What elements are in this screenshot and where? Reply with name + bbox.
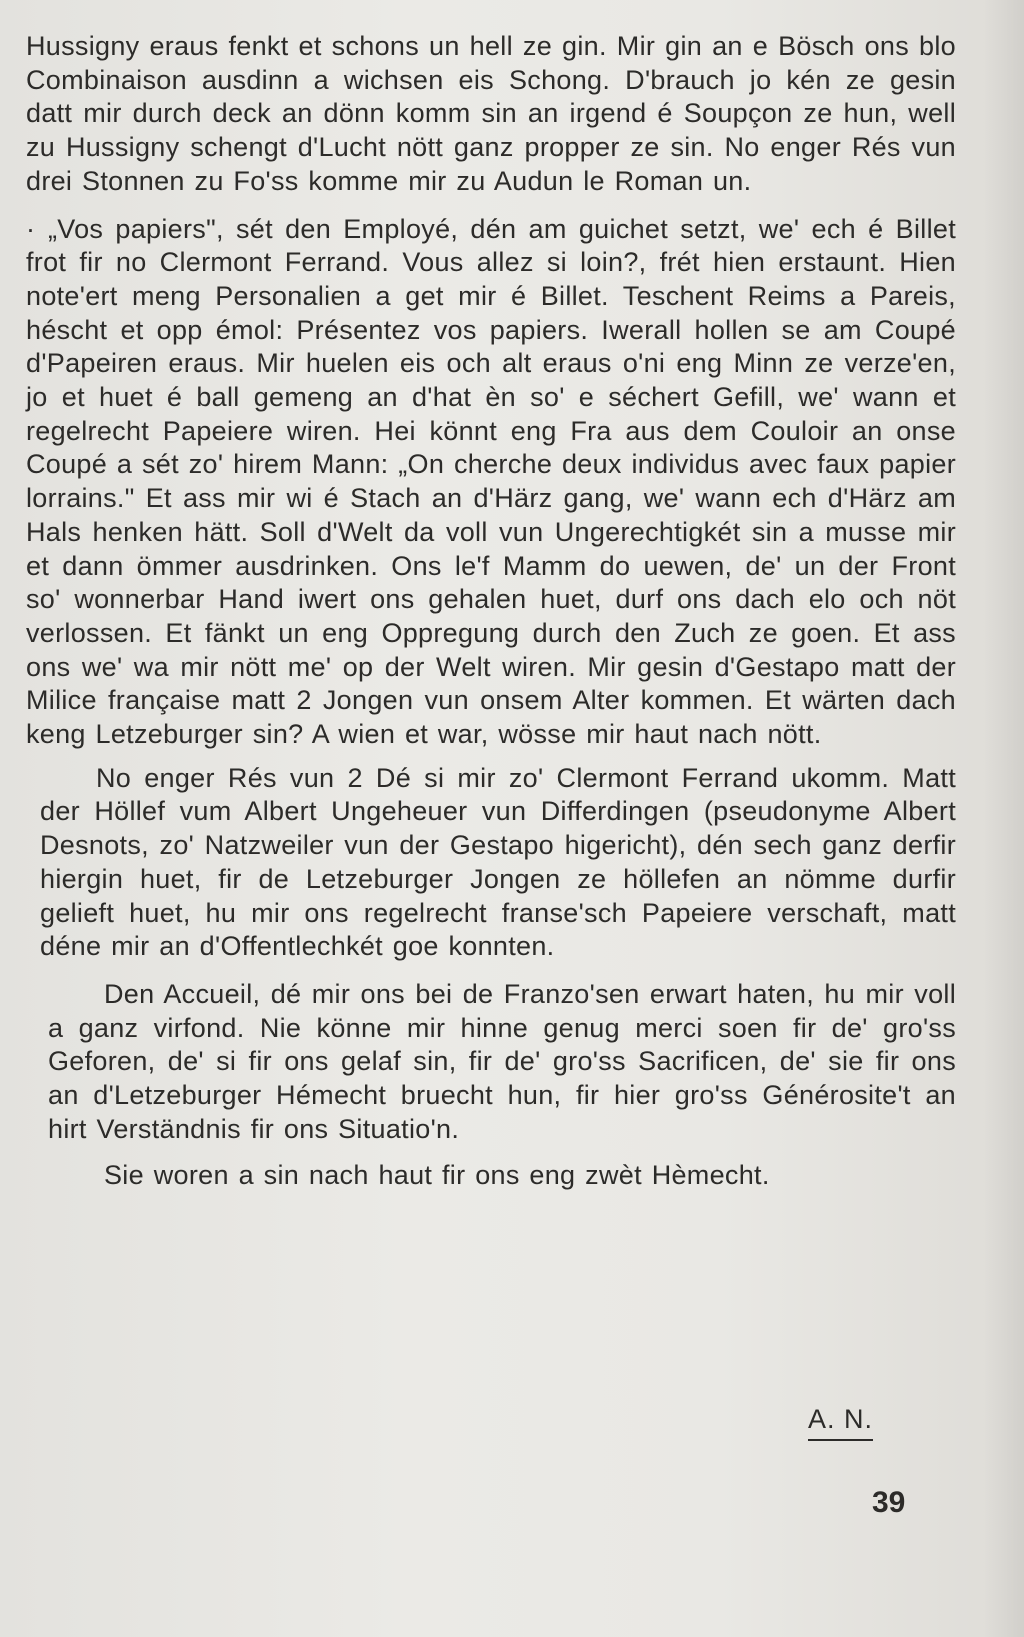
author-signature: A. N. [808, 1404, 873, 1441]
page-number: 39 [872, 1486, 906, 1519]
paragraph-5: Sie woren a sin nach haut fir ons eng zwèt Hèmecht. [104, 1159, 770, 1190]
article-body [26, 30, 956, 1192]
paragraph-4: Den Accueil, dé mir ons bei de Franzo'sen erwart haten, hu mir voll a ganz virfond. Nie könne mir hinne genug merci soen fir de' gro'ss Geforen, de' si fir ons gelaf sin, fir de' gro'ss Sacrificen, de' sie fir ons an d'Letzeburger Hémecht bruecht hun, fir hier gro'ss Générosite't an hirt Verständnis fir ons Situatio'n. [48, 978, 956, 1144]
paragraph-3: No enger Rés vun 2 Dé si mir zo' Clermont Ferrand ukomm. Matt der Höllef vum Albert Ungeheuer vun Differdingen (pseudonyme Albert Desnots, zo' Natzweiler vun der Gestapo higericht), dén sech ganz derfir hiergin huet, fir de Letzeburger Jongen ze höllefen an nömme durfir gelieft huet, hu mir ons regelrecht franse'sch Papeiere verschaft, matt déne mir an d'Offentlechkét goe konnten. [40, 762, 956, 962]
paragraph-1: Hussigny eraus fenkt et schons un hell ze gin. Mir gin an e Bösch ons blo Combinaison ausdinn a wichsen eis Schong. D'brauch jo kén ze gesin datt mir durch deck an dönn komm sin an irgend é Soupçon ze hun, well zu Hussigny schengt d'Lucht nött ganz propper ze sin. No enger Rés vun drei Stonnen zu Fo'ss komme mir zu Audun le Roman un. [26, 31, 956, 196]
paragraph-2-text: „Vos papiers", sét den Employé, dén am guichet setzt, we' ech é Billet frot fir no Clermont Ferrand. Vous allez si loin?, frét hien erstaunt. Hien note'ert meng Personalien a get mir é Billet. Teschent Reims a Pareis, héscht et opp émol: Présentez vos papiers. Iwerall hollen se am Coupé d'Papeiren eraus. Mir huelen eis och alt eraus o'ni eng Minn ze verze'en, jo et huet é ball gemeng an d'hat èn so' e séchert Gefill, we' wann et regelrecht Papeiere wiren. Hei könnt eng Fra aus dem Couloir an onse Coupé a sét zo' hirem Mann: „On cherche deux individus avec faux papier lorrains." Et ass mir wi é Stach an d'Härz gang, we' wann ech d'Härz am Hals henken hätt. Soll d'Welt da voll vun Ungerechtigkét sin a musse mir et dann ömmer ausdrinken. Ons le'f Mamm do uewen, de' un der Front so' wonnerbar Hand iwert ons gehalen huet, durf ons dach elo och nöt verlossen. Et fänkt un eng Oppregung durch den Zuch ze goen. Et ass ons we' wa mir nött me' op der Welt wiren. Mir gesin d'Gestapo matt der Milice française matt 2 Jongen vun onsem Alter kommen. Et wärten dach keng Letzeburger sin? A wien et war, wösse mir haut nach nött. [26, 213, 956, 750]
paragraph-2 [26, 213, 956, 752]
bullet-mark: · [26, 213, 36, 244]
